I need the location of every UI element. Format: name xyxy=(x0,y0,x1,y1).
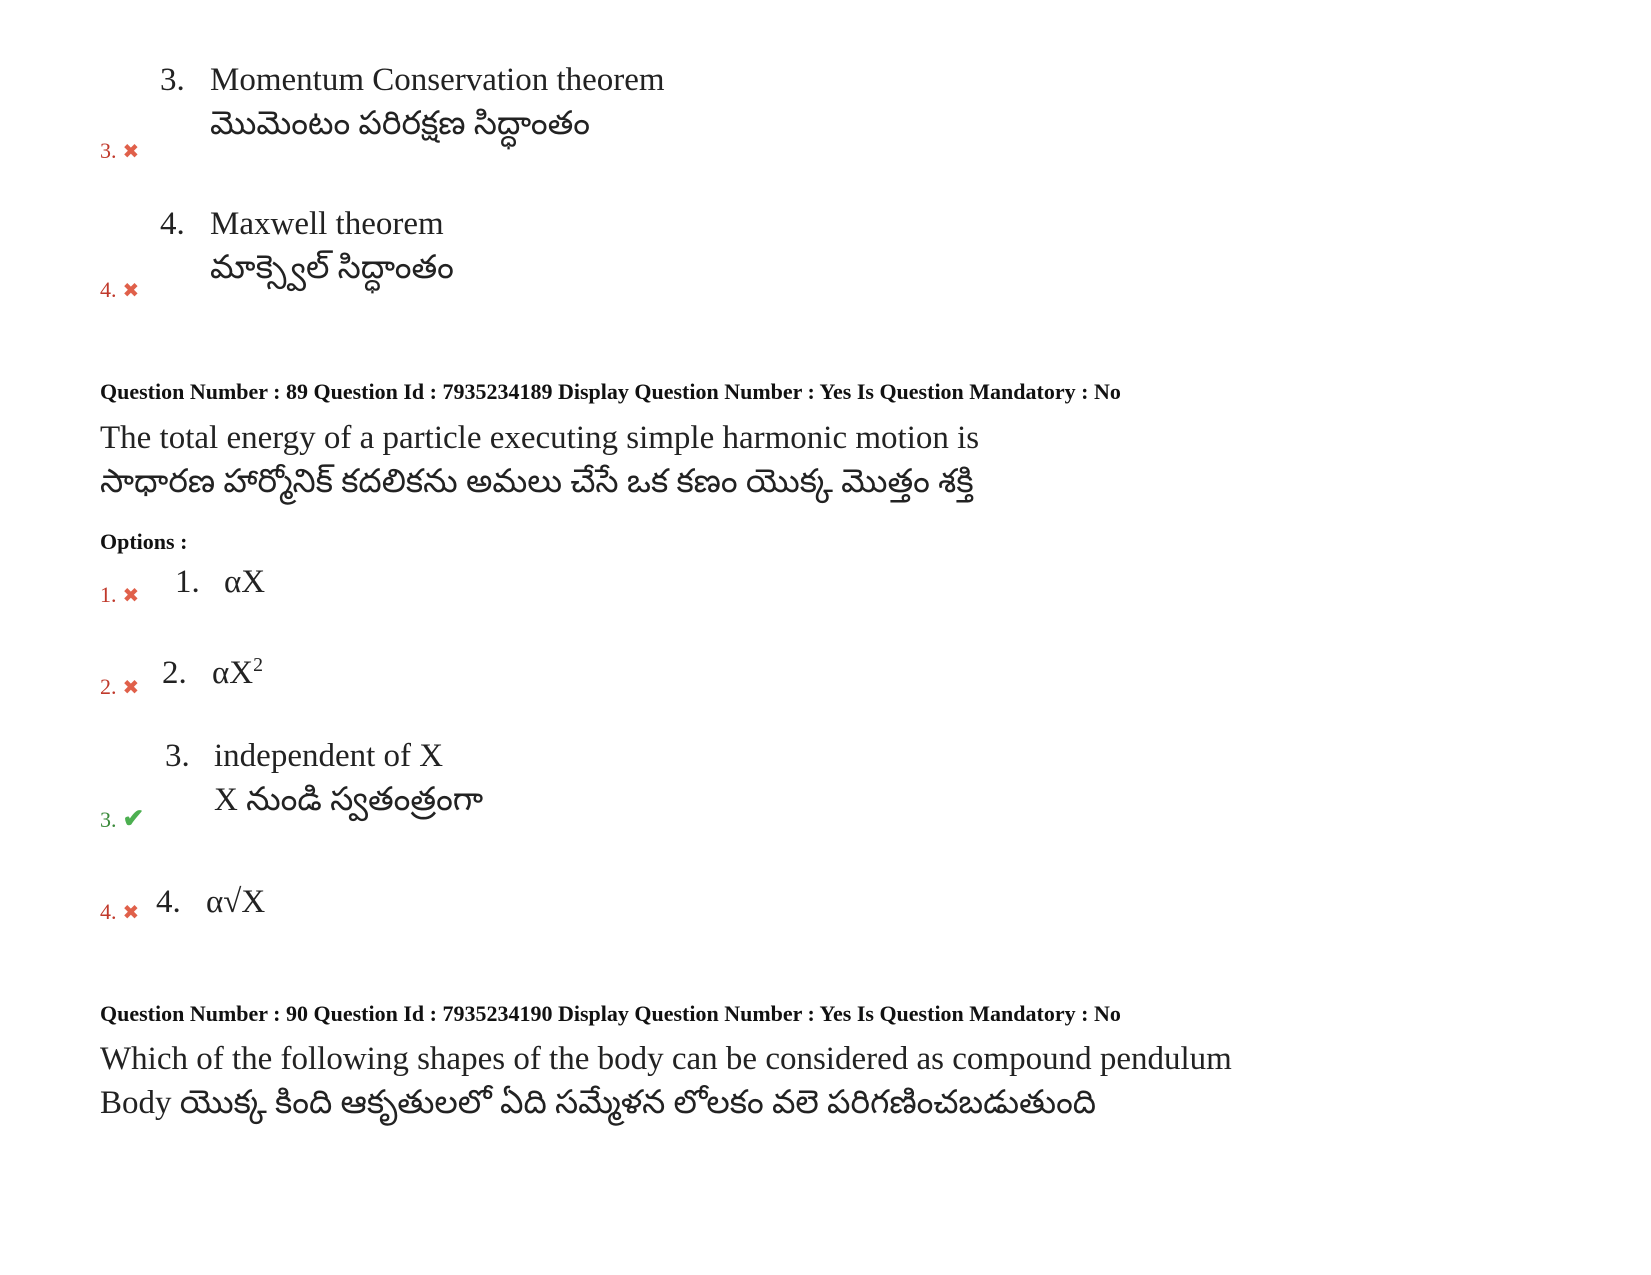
option-text-te: X నుండి స్వతంత్రంగా xyxy=(214,782,484,818)
option-marker xyxy=(100,277,139,303)
question-text-en: Which of the following shapes of the body can be considered as compound pendulum xyxy=(100,1041,1232,1077)
option-text-te: మాక్స్వెల్ సిద్ధాంతం xyxy=(210,250,454,286)
option-marker xyxy=(100,582,139,608)
option-marker-number: 1. xyxy=(100,582,117,607)
check-icon: ✔ xyxy=(122,804,145,833)
option-text-en: Maxwell theorem xyxy=(210,206,444,242)
option-marker-number: 3. xyxy=(100,807,117,832)
option-marker xyxy=(100,138,139,164)
option-marker-number: 4. xyxy=(100,899,117,924)
option-marker-number: 3. xyxy=(100,138,117,163)
option-marker-number: 4. xyxy=(100,277,117,302)
question-meta: Question Number : 89 Question Id : 7935234189 Display Question Number : Yes Is Question Mandatory : No xyxy=(100,379,1121,404)
question-text-te: Body యొక్క కింది ఆకృతులలో ఏది సమ్మేళన లోలకం వలె పరిగణించబడుతుంది xyxy=(100,1085,1097,1121)
option-text-base: αX xyxy=(212,655,254,691)
option-text-en: αX xyxy=(224,564,266,600)
cross-icon: ✖ xyxy=(122,141,140,163)
option-text-te: మొమెంటం పరిరక్షణ సిద్ధాంతం xyxy=(210,106,591,142)
option-text-superscript: 2 xyxy=(253,654,264,676)
option-text-en: independent of X xyxy=(214,738,444,774)
option-text-en: α√X xyxy=(206,884,266,920)
options-label: Options : xyxy=(100,529,188,554)
cross-icon: ✖ xyxy=(122,677,140,699)
option-text-en: Momentum Conservation theorem xyxy=(210,62,665,98)
question-meta: Question Number : 90 Question Id : 7935234190 Display Question Number : Yes Is Question Mandatory : No xyxy=(100,1001,1121,1026)
option-marker xyxy=(100,899,139,925)
option-marker xyxy=(100,804,144,834)
cross-icon: ✖ xyxy=(122,585,140,607)
option-text-en xyxy=(212,651,263,695)
cross-icon: ✖ xyxy=(122,902,140,924)
option-marker xyxy=(100,674,139,700)
question-text-te: సాధారణ హార్మోనిక్ కదలికను అమలు చేసే ఒక కణం యొక్క మొత్తం శక్తి xyxy=(100,464,974,500)
option-number: 4. xyxy=(160,206,185,242)
question-text-en: The total energy of a particle executing simple harmonic motion is xyxy=(100,420,980,456)
option-number: 2. xyxy=(162,655,187,691)
option-number: 3. xyxy=(165,738,190,774)
option-number: 4. xyxy=(156,884,181,920)
option-number: 3. xyxy=(160,62,185,98)
cross-icon: ✖ xyxy=(122,280,140,302)
option-number: 1. xyxy=(175,564,200,600)
option-marker-number: 2. xyxy=(100,674,117,699)
